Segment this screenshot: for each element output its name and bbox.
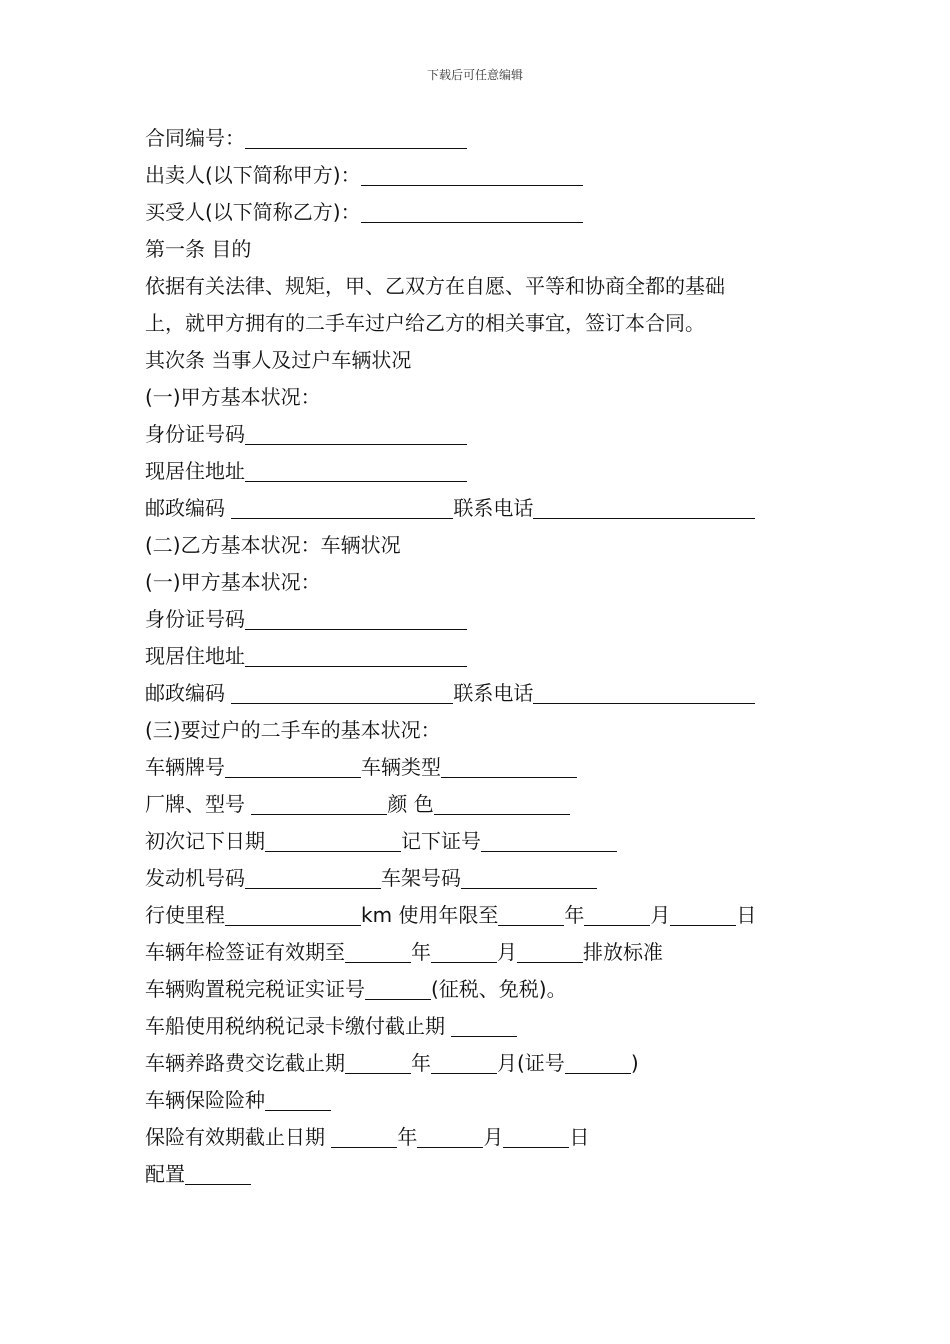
plate-field[interactable] [225, 753, 361, 778]
address-line-2: 现居住地址 [145, 638, 825, 675]
year-field[interactable] [345, 1049, 411, 1074]
year-field[interactable] [331, 1123, 397, 1148]
cert-no-field[interactable] [565, 1049, 631, 1074]
phone-field[interactable] [533, 679, 755, 704]
party-a-heading-2: (一)甲方基本状况： [145, 570, 321, 594]
vehicle-type-field[interactable] [441, 753, 577, 778]
month-field[interactable] [417, 1123, 483, 1148]
road-fee-line: 车辆养路费交讫截止期 年 月(证号 ) [145, 1051, 639, 1075]
address-field[interactable] [245, 457, 467, 482]
engine-no-field[interactable] [245, 864, 381, 889]
postcode-phone-line-2: 邮政编码 联系电话 [145, 675, 825, 712]
config-line: 配置 [145, 1156, 825, 1193]
brand-field[interactable] [251, 790, 387, 815]
frame-no-field[interactable] [461, 864, 597, 889]
contract-no-line: 合同编号： [145, 120, 825, 157]
year-field[interactable] [345, 938, 411, 963]
insurance-expiry-line: 保险有效期截止日期 年 月 日 [145, 1125, 590, 1149]
vehicle-heading: (三)要过户的二手车的基本状况： [145, 718, 441, 742]
month-field[interactable] [584, 901, 650, 926]
reg-date-field[interactable] [265, 827, 401, 852]
phone-field[interactable] [533, 494, 755, 519]
purchase-tax-field[interactable] [365, 975, 431, 1000]
id-no-field[interactable] [245, 605, 467, 630]
postcode-field[interactable] [231, 494, 453, 519]
vessel-tax-line: 车船使用税纳税记录卡缴付截止期 [145, 1008, 825, 1045]
mileage-field[interactable] [225, 901, 361, 926]
vessel-tax-field[interactable] [451, 1012, 517, 1037]
month-field[interactable] [431, 938, 497, 963]
plate-type-line: 车辆牌号 车辆类型 [145, 749, 825, 786]
registration-line: 初次记下日期 记下证号 [145, 823, 825, 860]
color-field[interactable] [434, 790, 570, 815]
brand-color-line: 厂牌、型号 颜 色 [145, 786, 825, 823]
purchase-tax-line: 车辆购置税完税证实证号 (征税、免税)。 [145, 977, 567, 1001]
inspection-line: 车辆年检签证有效期至 年 月 排放标准 [145, 940, 663, 964]
address-line-1: 现居住地址 [145, 453, 825, 490]
buyer-line: 买受人(以下简称乙方)： [145, 194, 825, 231]
header-note: 下载后可任意编辑 [426, 68, 523, 82]
postcode-phone-line-1: 邮政编码 联系电话 [145, 490, 825, 527]
id-no-line-1: 身份证号码 [145, 416, 825, 453]
mileage-line: 行使里程 km 使用年限至 年 月 日 [145, 903, 757, 927]
year-field[interactable] [498, 901, 564, 926]
postcode-field[interactable] [231, 679, 453, 704]
reg-no-field[interactable] [481, 827, 617, 852]
id-no-field[interactable] [245, 420, 467, 445]
party-a-heading-1: (一)甲方基本状况： [145, 385, 321, 409]
buyer-field[interactable] [361, 198, 583, 223]
article-1-title: 第一条 目的 [145, 237, 252, 261]
insurance-type-line: 车辆保险险种 [145, 1082, 825, 1119]
address-field[interactable] [245, 642, 467, 667]
month-field[interactable] [431, 1049, 497, 1074]
seller-field[interactable] [361, 161, 583, 186]
party-b-heading: (二)乙方基本状况：车辆状况 [145, 533, 401, 557]
config-field[interactable] [185, 1160, 251, 1185]
article-1-text-1: 依据有关法律、规矩，甲、乙双方在自愿、平等和协商全都的基础 [145, 274, 725, 298]
day-field[interactable] [670, 901, 736, 926]
id-no-line-2: 身份证号码 [145, 601, 825, 638]
article-1-text-2: 上，就甲方拥有的二手车过户给乙方的相关事宜，签订本合同。 [145, 311, 705, 335]
insurance-type-field[interactable] [265, 1086, 331, 1111]
seller-line: 出卖人(以下简称甲方)： [145, 157, 825, 194]
contract-no-field[interactable] [245, 124, 467, 149]
article-2-title: 其次条 当事人及过户车辆状况 [145, 348, 412, 372]
engine-frame-line: 发动机号码 车架号码 [145, 860, 825, 897]
contract-body [145, 120, 825, 1193]
day-field[interactable] [517, 938, 583, 963]
day-field[interactable] [503, 1123, 569, 1148]
